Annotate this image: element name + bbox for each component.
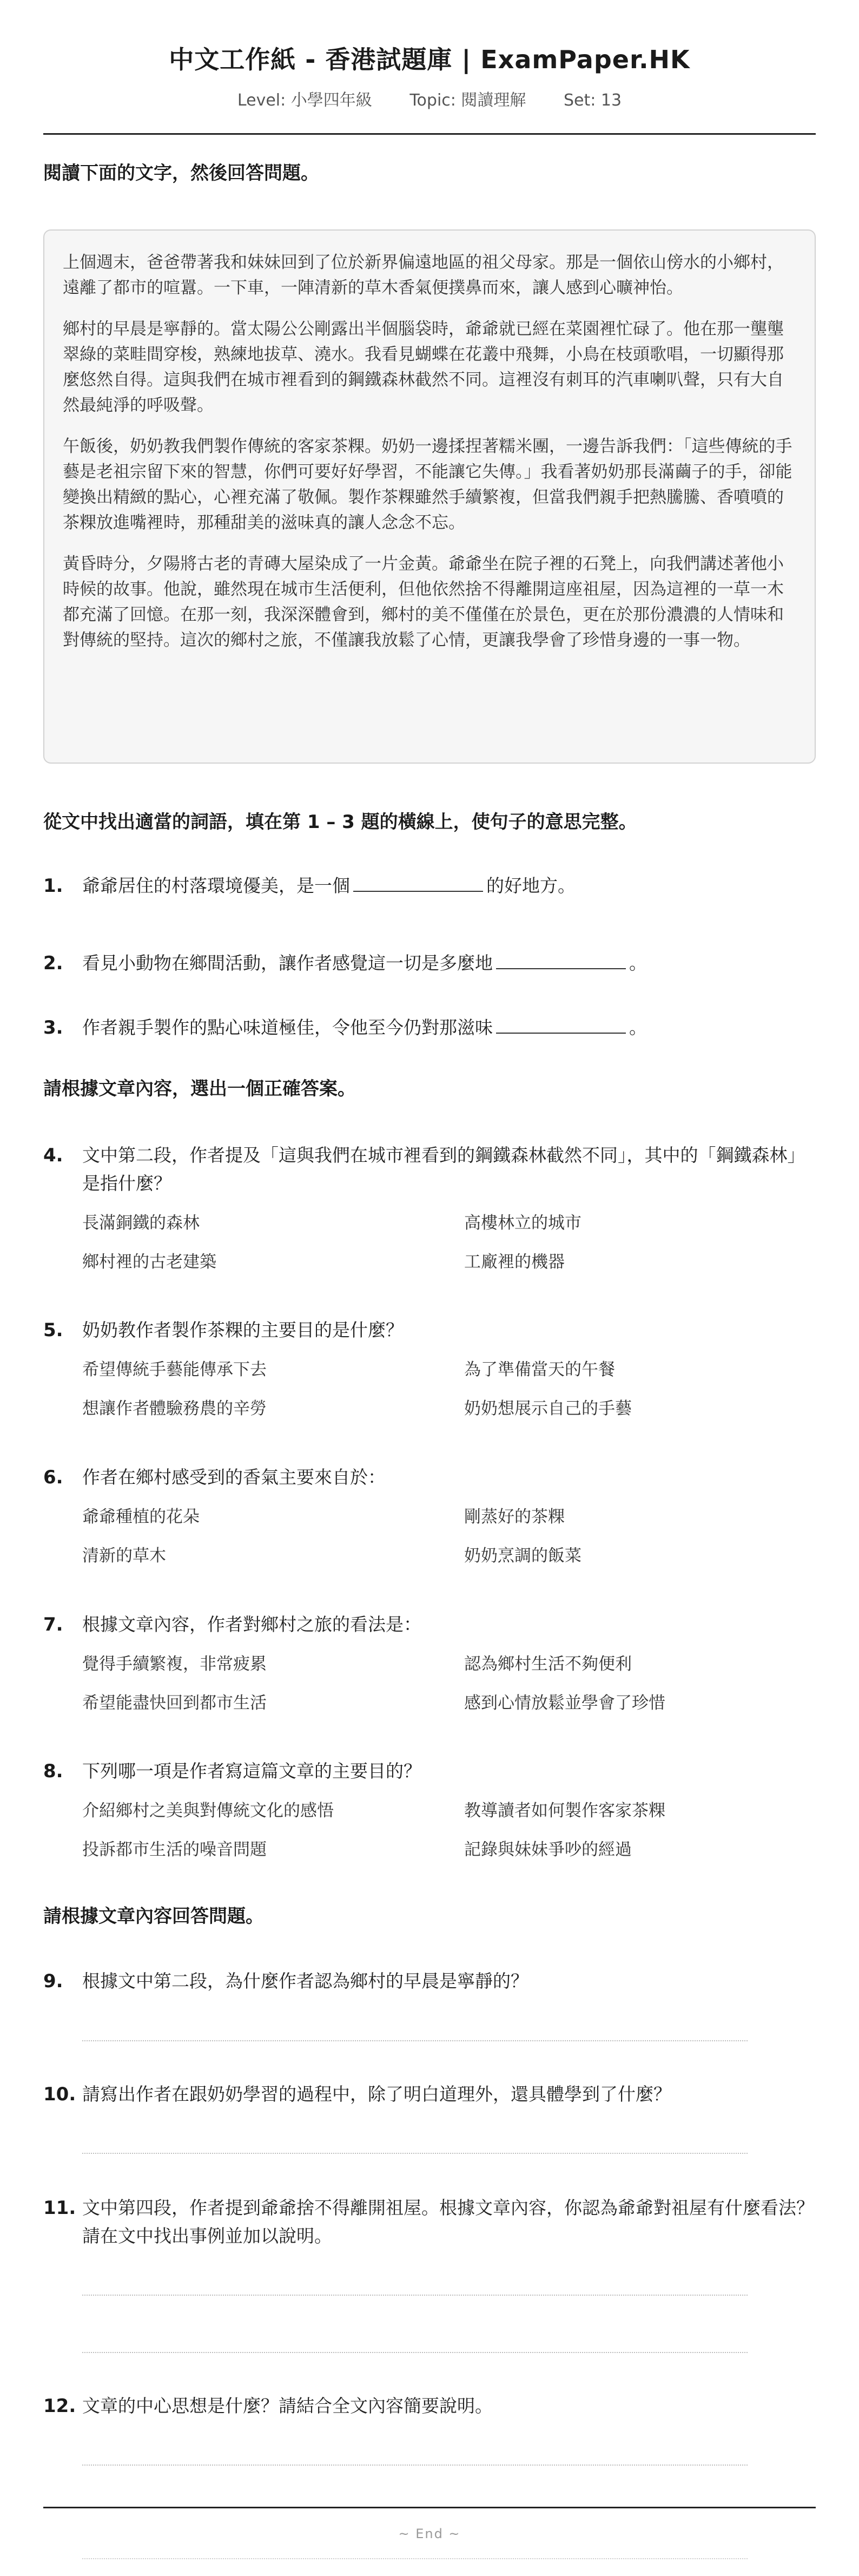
- topic-label: Topic: 閱讀理解: [409, 91, 526, 110]
- question-number: 3.: [43, 1017, 63, 1039]
- option[interactable]: 教導讀者如何製作客家茶粿: [464, 1801, 665, 1821]
- option[interactable]: 長滿銅鐵的森林: [82, 1213, 200, 1233]
- question-number: 10.: [43, 2084, 76, 2105]
- worksheet-header: [43, 43, 816, 110]
- worksheet-meta: [43, 87, 816, 110]
- option[interactable]: 剛蒸好的茶粿: [464, 1507, 565, 1527]
- option-list: [82, 1652, 816, 1716]
- option[interactable]: 覺得手續繁複，非常疲累: [82, 1654, 267, 1674]
- question-number: 6.: [43, 1467, 63, 1488]
- question-number: 7.: [43, 1614, 63, 1635]
- option[interactable]: 記錄與妹妹爭吵的經過: [464, 1840, 632, 1859]
- question-4: [43, 1141, 816, 1274]
- option-list: [82, 1211, 816, 1274]
- question-9: [43, 1967, 816, 1995]
- option[interactable]: 投訴都市生活的噪音問題: [82, 1840, 267, 1859]
- passage-paragraph-1: 上個週末，爸爸帶著我和妹妹回到了位於新界偏遠地區的祖父母家。那是一個依山傍水的小鄉村，遠離了都市的喧囂。一下車，一陣清新的草木香氣便撲鼻而來，讓人感到心曠神怡。: [63, 253, 784, 298]
- option[interactable]: 爺爺種植的花朵: [82, 1507, 200, 1527]
- option[interactable]: 為了準備當天的午餐: [464, 1360, 615, 1379]
- answer-line[interactable]: [82, 2352, 748, 2353]
- question-5: [43, 1316, 816, 1421]
- question-number: 8.: [43, 1760, 63, 1782]
- option[interactable]: 希望傳統手藝能傳承下去: [82, 1360, 267, 1379]
- question-text: 奶奶教作者製作茶粿的主要目的是什麼？: [82, 1319, 404, 1340]
- option[interactable]: 工廠裡的機器: [464, 1252, 565, 1272]
- question-number: 5.: [43, 1319, 63, 1341]
- question-text: 作者在鄉村感受到的香氣主要來自於：: [82, 1467, 386, 1488]
- option[interactable]: 想讓作者體驗務農的辛勞: [82, 1399, 267, 1418]
- question-1: [43, 872, 816, 900]
- question-7: [43, 1611, 816, 1716]
- option[interactable]: 高樓林立的城市: [464, 1213, 582, 1233]
- answer-line[interactable]: [82, 2153, 748, 2154]
- question-text: 文中第四段，作者提到爺爺捨不得離開祖屋。根據文章內容，你認為爺爺對祖屋有什麼看法？請在文中找出事例並加以說明。: [82, 2197, 814, 2246]
- answer-blank[interactable]: [496, 950, 626, 969]
- header-divider: [43, 133, 816, 135]
- footer-dotted-line: [82, 2558, 748, 2559]
- question-text-before: 作者親手製作的點心味道極佳，令他至今仍對那滋味: [82, 1017, 493, 1038]
- open-instruction: 請根據文章內容回答問題。: [43, 1905, 264, 1927]
- question-11: [43, 2194, 816, 2250]
- option[interactable]: 奶奶烹調的飯菜: [464, 1546, 582, 1566]
- option[interactable]: 奶奶想展示自己的手藝: [464, 1399, 632, 1418]
- option[interactable]: 希望能盡快回到都市生活: [82, 1693, 267, 1713]
- set-label: Set: 13: [563, 91, 622, 110]
- question-text: 根據文中第二段，為什麼作者認為鄉村的早晨是寧靜的？: [82, 1970, 528, 1992]
- question-text-before: 爺爺居住的村落環境優美，是一個: [82, 875, 350, 896]
- option-list: [82, 1798, 816, 1862]
- mc-instruction: 請根據文章內容，選出一個正確答案。: [43, 1078, 356, 1100]
- footer-divider: [43, 2507, 816, 2508]
- question-number: 1.: [43, 875, 63, 897]
- question-text-before: 看見小動物在鄉間活動，讓作者感覺這一切是多麼地: [82, 952, 493, 974]
- question-2: [43, 949, 816, 977]
- question-3: [43, 1014, 816, 1042]
- option[interactable]: 認為鄉村生活不夠便利: [464, 1654, 632, 1674]
- question-6: [43, 1463, 816, 1568]
- question-text: 根據文章內容，作者對鄉村之旅的看法是：: [82, 1614, 421, 1635]
- answer-line[interactable]: [82, 2040, 748, 2041]
- question-10: [43, 2080, 816, 2108]
- question-number: 12.: [43, 2395, 76, 2417]
- question-number: 2.: [43, 952, 63, 974]
- question-text-after: 的好地方。: [486, 875, 576, 896]
- question-number: 11.: [43, 2197, 76, 2219]
- question-8: [43, 1757, 816, 1862]
- option-list: [82, 1357, 816, 1421]
- answer-blank[interactable]: [353, 872, 483, 892]
- question-text-after: 。: [629, 1017, 647, 1038]
- question-text: 文中第二段，作者提及「這與我們在城市裡看到的鋼鐵森林截然不同」，其中的「鋼鐵森林」是指什麼？: [82, 1145, 805, 1194]
- worksheet-title: 中文工作紙 - 香港試題庫 | ExamPaper.HK: [169, 45, 690, 74]
- answer-blank[interactable]: [496, 1014, 626, 1034]
- question-number: 4.: [43, 1145, 63, 1166]
- question-text: 請寫出作者在跟奶奶學習的過程中，除了明白道理外，還具體學到了什麼？: [82, 2084, 671, 2105]
- question-number: 9.: [43, 1970, 63, 1992]
- option[interactable]: 感到心情放鬆並學會了珍惜: [464, 1693, 665, 1713]
- question-text: 下列哪一項是作者寫這篇文章的主要目的？: [82, 1760, 421, 1782]
- question-12: [43, 2392, 816, 2420]
- end-marker: ~ End ~: [398, 2526, 461, 2541]
- passage-paragraph-4: 黃昏時分，夕陽將古老的青磚大屋染成了一片金黃。爺爺坐在院子裡的石凳上，向我們講述著他小時候的故事。他說，雖然現在城市生活便利，但他依然捨不得離開這座祖屋，因為這裡的一草一木都充滿了回憶。在那一刻，我深深體會到，鄉村的美不僅僅在於景色，更在於那份濃濃的人情味和對傳統的堅持。這次的鄉村之旅，不僅讓我放鬆了心情，更讓我學會了珍惜身邊的一事一物。: [63, 554, 784, 650]
- answer-line[interactable]: [82, 2465, 748, 2466]
- reading-instruction: 閱讀下面的文字，然後回答問題。: [43, 162, 319, 184]
- option[interactable]: 介紹鄉村之美與對傳統文化的感悟: [82, 1801, 334, 1821]
- passage-paragraph-3: 午飯後，奶奶教我們製作傳統的客家茶粿。奶奶一邊揉捏著糯米團，一邊告訴我們：「這些傳統的手藝是老祖宗留下來的智慧，你們可要好好學習，不能讓它失傳。」我看著奶奶那長滿繭子的手，卻能變換出精緻的點心，心裡充滿了敬佩。製作茶粿雖然手續繁複，但當我們親手把熱騰騰、香噴噴的茶粿放進嘴裡時，那種甜美的滋味真的讓人念念不忘。: [63, 437, 792, 533]
- answer-line[interactable]: [82, 2295, 748, 2296]
- fill-instruction: 從文中找出適當的詞語，填在第 1 – 3 題的橫線上，使句子的意思完整。: [43, 811, 637, 833]
- question-text-after: 。: [629, 952, 647, 974]
- level-label: Level: 小學四年級: [237, 91, 372, 110]
- passage-paragraph-2: 鄉村的早晨是寧靜的。當太陽公公剛露出半個腦袋時，爺爺就已經在菜園裡忙碌了。他在那一壟壟翠綠的菜畦間穿梭，熟練地拔草、澆水。我看見蝴蝶在花叢中飛舞，小鳥在枝頭歌唱，一切顯得那麼悠然自得。這與我們在城市裡看到的鋼鐵森林截然不同。這裡沒有刺耳的汽車喇叭聲，只有大自然最純淨的呼吸聲。: [63, 319, 784, 415]
- reading-passage: [43, 229, 816, 764]
- option[interactable]: 清新的草木: [82, 1546, 166, 1566]
- question-text: 文章的中心思想是什麼？請結合全文內容簡要說明。: [82, 2395, 493, 2416]
- option-list: [82, 1504, 816, 1568]
- option[interactable]: 鄉村裡的古老建築: [82, 1252, 216, 1272]
